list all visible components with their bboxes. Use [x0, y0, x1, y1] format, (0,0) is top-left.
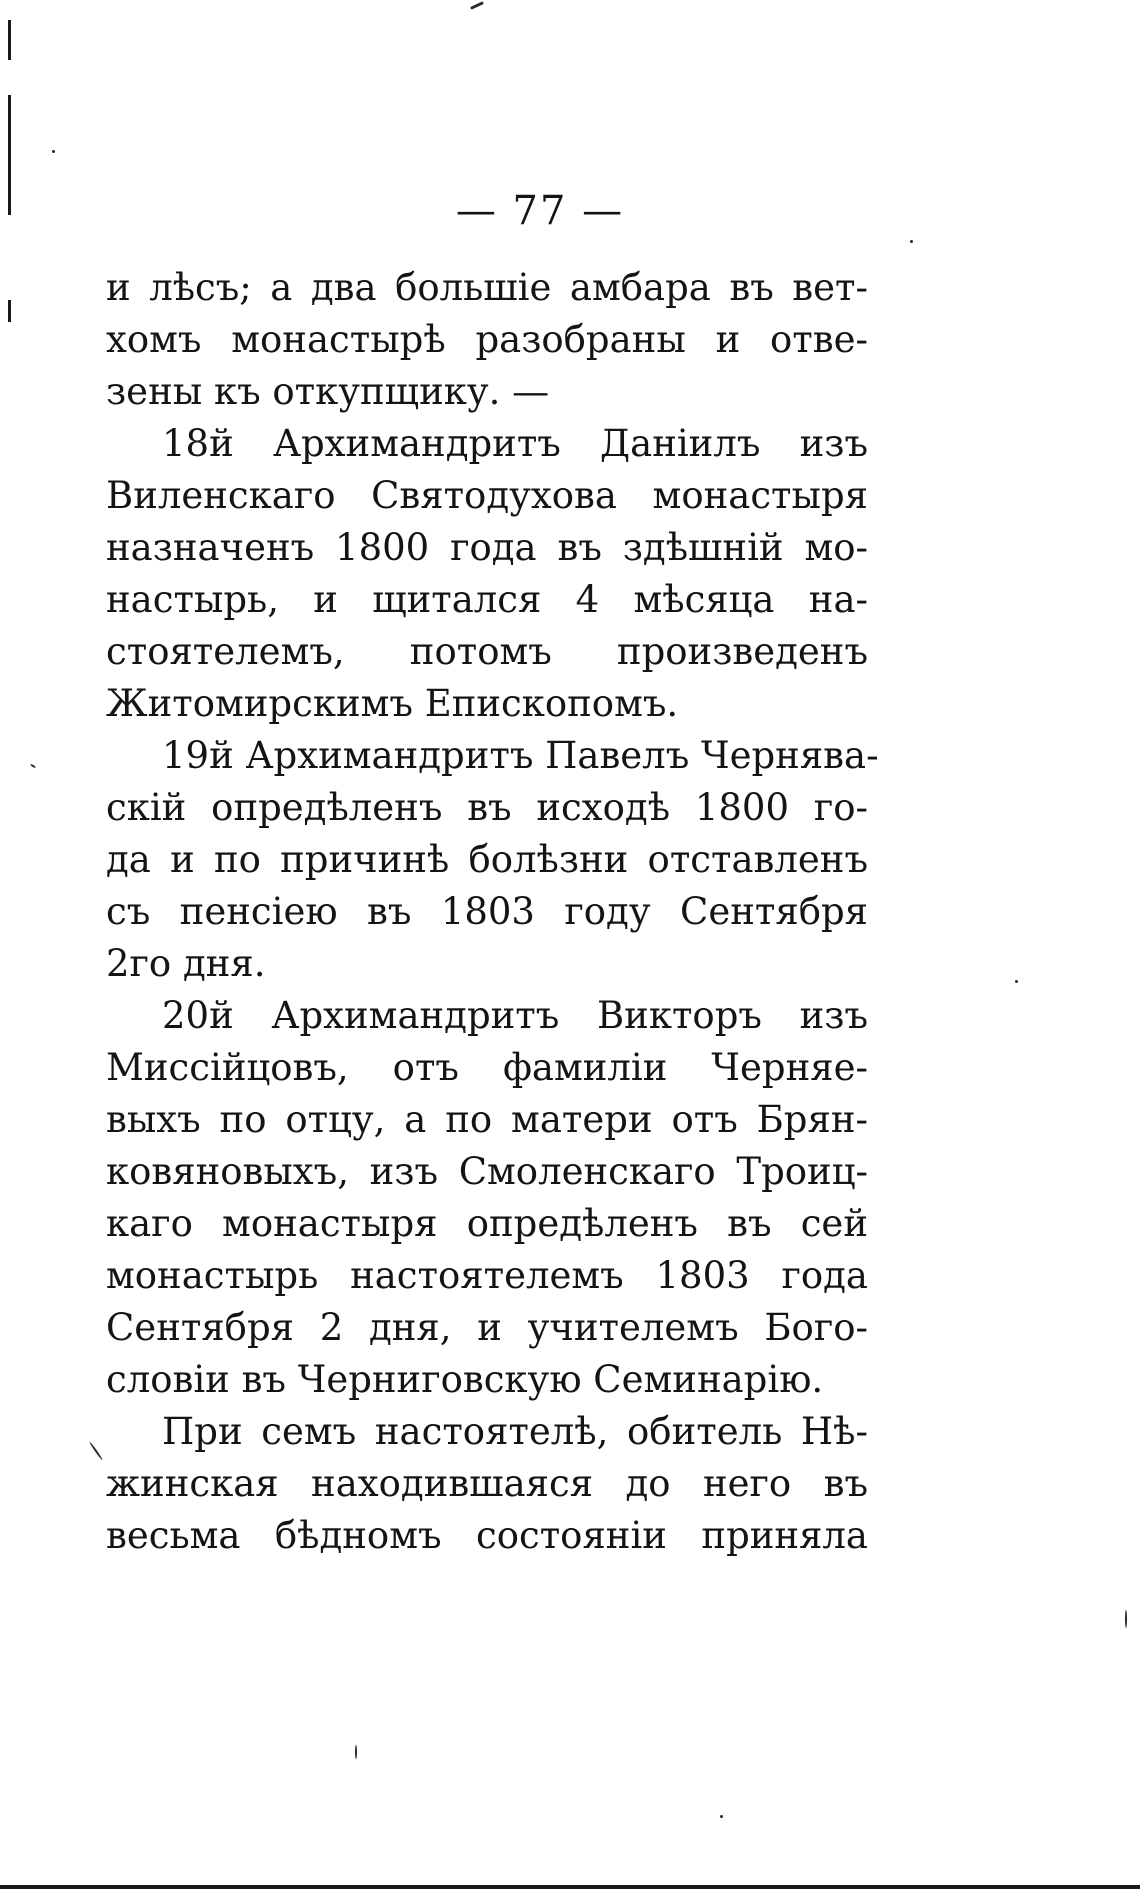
scan-speck — [355, 1745, 357, 1759]
text-line: каго монастыря опредѣленъ въ сей — [106, 1202, 868, 1245]
scan-speck — [1125, 1610, 1127, 1628]
text-line: При семъ настоятелѣ, обитель Нѣ- — [162, 1410, 868, 1453]
text-line: выхъ по отцу, а по матери отъ Брян- — [106, 1098, 868, 1141]
scan-edge-mark — [8, 20, 11, 60]
text-line: зены къ откупщику. — — [106, 370, 550, 413]
text-line: 20й Архимандритъ Викторъ изъ — [162, 994, 868, 1037]
text-line: 19й Архимандритъ Павелъ Чернява- — [162, 734, 879, 777]
text-line: скій опредѣленъ въ исходѣ 1800 го- — [106, 786, 868, 829]
scan-speck — [52, 150, 55, 153]
scan-speck — [1015, 980, 1018, 983]
scan-bottom-edge — [0, 1885, 1140, 1889]
page-number: — 77 — — [455, 188, 625, 234]
scan-speck — [470, 1, 484, 10]
paragraph — [106, 262, 868, 418]
scan-speck — [30, 764, 36, 769]
text-line: ковяновыхъ, изъ Смоленскаго Троиц- — [106, 1150, 868, 1193]
text-line: Миссійцовъ, отъ фамиліи Черняе- — [106, 1046, 868, 1089]
text-line: жинская находившаяся до него въ — [106, 1462, 868, 1505]
text-line: да и по причинѣ болѣзни отставленъ — [106, 838, 868, 881]
text-line: назначенъ 1800 года въ здѣшній мо- — [106, 526, 868, 569]
text-line: съ пенсіею въ 1803 году Сентября — [106, 890, 868, 933]
scan-speck — [720, 1815, 723, 1818]
text-line: монастырь настоятелемъ 1803 года — [106, 1254, 868, 1297]
body-text — [106, 262, 879, 1562]
text-line: стоятелемъ, потомъ произведенъ — [106, 630, 868, 673]
text-line: 18й Архимандритъ Даніилъ изъ — [162, 422, 868, 465]
text-line: настырь, и щитался 4 мѣсяца на- — [106, 578, 868, 621]
paragraph — [106, 990, 868, 1406]
scan-speck — [910, 240, 913, 243]
text-line: 2го дня. — [106, 942, 266, 985]
scan-edge-mark — [8, 300, 11, 322]
text-line: хомъ монастырѣ разобраны и отве- — [106, 318, 868, 361]
text-line: словіи въ Черниговскую Семинарію. — [106, 1358, 824, 1401]
text-line: Житомирскимъ Епископомъ. — [106, 682, 679, 725]
paragraph — [106, 1406, 868, 1562]
paragraph — [106, 418, 868, 730]
text-line: и лѣсъ; а два большіе амбара въ вет- — [106, 266, 868, 309]
text-line: Виленскаго Святодухова монастыря — [106, 474, 868, 517]
paragraph — [106, 730, 879, 990]
text-line: весьма бѣдномъ состояніи приняла — [106, 1514, 868, 1557]
scan-speck — [89, 1441, 103, 1460]
text-line: Сентября 2 дня, и учителемъ Бого- — [106, 1306, 868, 1349]
